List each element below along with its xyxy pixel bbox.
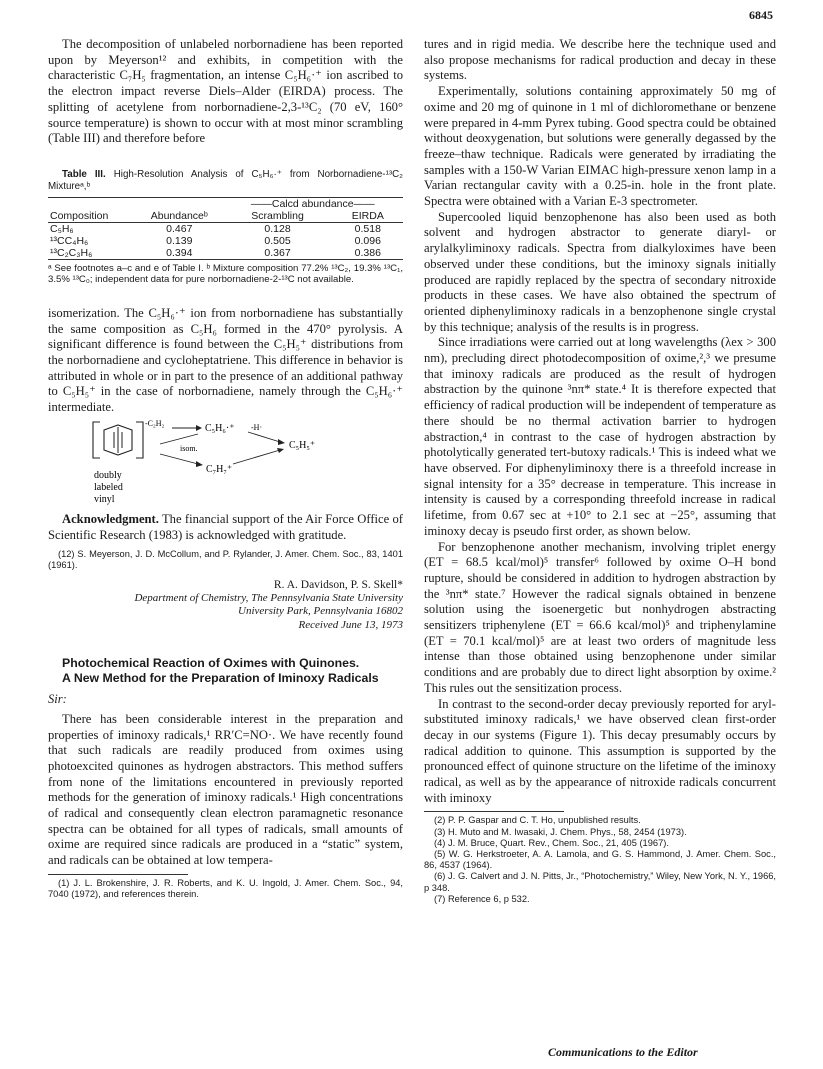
arrow xyxy=(160,434,198,444)
right-column xyxy=(424,37,776,905)
arrow xyxy=(160,454,198,464)
salutation: Sir: xyxy=(48,692,67,707)
table-cell: 0.394 xyxy=(136,247,222,260)
reaction-scheme xyxy=(48,418,403,506)
table-cell: 0.467 xyxy=(166,222,193,235)
table-cell: 0.096 xyxy=(354,234,381,247)
paragraph: The decomposition of unlabeled norbornadiene has been reported upon by Meyerson¹² and exhibits, in competition with the characteristic C₇H₅ fragmentation, an intense C₅H₆·⁺ ion ascribed to the electron impact reverse Diels–Alder (EIRDA) process. The splitting of acetylene from norbornadiene-2,3-¹³C₂ (70 eV, 160° source temperature) is shown to occur with at most minor scrambling (Table III) and therefore before xyxy=(48,37,403,146)
footnote: (7) Reference 6, p 532. xyxy=(434,893,530,904)
acknowledgment xyxy=(48,512,403,543)
paragraph: There has been considerable interest in the preparation and properties of iminoxy radicals,¹ RR′C=NO·. We have recently found that such radicals are readily produced from oximes using photoexcited quinones as hydrogen abstractors. This method suffers from none of the limitations encountered in previously reported methods for the generation of iminoxy radicals.¹ High concentrations of radical and consequently clean electron paramagnetic resonance spectra can be obtained for all types of radicals, small amounts of oxime are required since radicals are produced in a “static” system, and radicals can be obtained at low tempera- xyxy=(48,711,403,868)
footnote: (5) W. G. Herkstroeter, A. A. Lamola, and G. S. Hammond, J. Amer. Chem. Soc., 86, 4537 (1964). xyxy=(424,849,776,871)
paragraph: Since irradiations were carried out at long wavelengths (λex > 300 nm), precluding direct photodecomposition of oxime,²,³ we presume that iminoxy radicals are produced as the result of hydrogen abstraction by the quinone ³nπ* state.⁴ It is therefore expected that efficiency of radical production will be independent of temperature as there should be no thermal activation barrier to hydrogen abstraction,⁴ in contrast to the case of hydrogen abstraction by photolytically generated tert-butoxy radicals.¹ This is indeed what we have observed. For diphenyliminoxy there is a threefold increase in signal intensity for a 35° decrease in temperature. This increase in intensity is caused by a corresponding threefold increase in radical lifetime, from 0.67 sec at +10° to 2.1 sec at −25°, assuming that iminoxy decay is pseudo first order, as shown below. xyxy=(424,335,776,538)
table-row xyxy=(48,222,403,235)
table-cell: 0.139 xyxy=(166,234,193,247)
table-header: Composition xyxy=(48,210,136,223)
table-cell: C₅H₆ xyxy=(50,222,74,235)
table-header: EIRDA xyxy=(333,210,403,223)
table-cell: 0.518 xyxy=(354,222,381,235)
table-header: Scrambling xyxy=(222,210,332,223)
scheme-label: C₅H₆·⁺ xyxy=(205,422,235,434)
table-cell: 0.505 xyxy=(264,234,291,247)
arrow xyxy=(233,450,280,464)
ack-label: Acknowledgment. xyxy=(62,511,159,526)
table-row xyxy=(48,235,403,247)
table xyxy=(48,197,403,260)
footnotes xyxy=(424,815,776,905)
paragraph: In contrast to the second-order decay previously reported for aryl-substituted iminoxy radicals,¹ we have observed clean first-order decay in our systems (Figure 1). This decay presumably occurs by radical addition to quinone. This assumption is supported by the pronounced effect of quinone structure on the lifetime of the iminoxy radical, as well as by the appearance of nitroxide radicals concurrent with iminoxy xyxy=(424,696,776,805)
footnote: (3) H. Muto and M. Iwasaki, J. Chem. Phys., 58, 2454 (1973). xyxy=(434,826,687,837)
scheme-label: C₇H₇⁺ xyxy=(206,463,233,475)
table-cell: 0.128 xyxy=(264,222,291,235)
table-caption xyxy=(48,169,403,193)
journal-section-footer: Communications to the Editor xyxy=(548,1045,698,1059)
table-cell: ¹³C₂C₃H₆ xyxy=(48,247,136,260)
scheme-label: labeled xyxy=(94,481,123,493)
table-cell: ¹³CC₄H₆ xyxy=(50,234,89,247)
left-column xyxy=(48,37,403,900)
footnote: (6) J. G. Calvert and J. N. Pitts, Jr., “Photochemistry,” Wiley, New York, N. Y., 1966, p 348. xyxy=(424,871,776,893)
table-caption-text: High-Resolution Analysis of C₅H₆·⁺ from Norbornadiene-¹³C₂ Mixtureᵃ,ᵇ xyxy=(48,168,403,192)
affiliation: Department of Chemistry, The Pennsylvania State University xyxy=(134,591,403,604)
page-number: 6845 xyxy=(749,8,773,22)
paragraph: tures and in rigid media. We describe here the technique used and also propose mechanisms for radical production and decay in these systems. xyxy=(424,37,776,83)
table-iii xyxy=(48,169,403,286)
paragraph: Experimentally, solutions containing approximately 50 mg of oxime and 20 mg of quinone in 1 ml of dichloromethane or benzene were prepared in 4-mm Pyrex tubing. Good spectra could be obtained without deoxygenation, but solutions were generally degassed by the freeze–thaw technique. Radicals were generated by irradiating the samples with a 150-W Varian EIMAC high-pressure xenon lamp in a Varian rectangular cavity with a 0.25-in. hole in the front plate. Spectra were obtained with a Varian E-3 spectrometer. xyxy=(424,84,776,209)
footnote: (12) S. Meyerson, J. D. McCollum, and P. Rylander, J. Amer. Chem. Soc., 83, 1401 (1961). xyxy=(48,549,403,571)
paragraph: isomerization. The C₅H₆·⁺ ion from norbornadiene has substantially the same composition as C₅H₆ formed in the 470° pyrolysis. A significant difference is found between the C₅H₅⁺ distributions from the norbornadiene and cycloheptatriene. This difference in behavior is attributed in whole or in part to the presence of an additional pathway to C₅H₅⁺ in the case of norbornadiene, namely through the C₅H₆·⁺ intermediate. xyxy=(48,305,403,415)
ack-text: The financial support of the Air Force Office of Scientific Research (1983) is acknowledged with gratitude. xyxy=(48,511,403,542)
scheme-label: -C₂H₂ xyxy=(145,418,165,428)
authors: R. A. Davidson, P. S. Skell* xyxy=(273,578,403,591)
article-title: Photochemical Reaction of Oximes with Quinones. xyxy=(62,656,360,671)
scheme-label: vinyl xyxy=(94,493,115,505)
scheme-label: -H· xyxy=(251,422,263,432)
table-row xyxy=(48,247,403,260)
table-footnote: ᵃ See footnotes a–c and e of Table I. ᵇ Mixture composition 77.2% ¹³C₂, 19.3% ¹³C₁, 3.5% ¹³C₀; independent data for pure norbornadiene-2-¹³C not available. xyxy=(48,262,403,286)
footnote: (4) J. M. Bruce, Quart. Rev., Chem. Soc., 21, 405 (1967). xyxy=(434,837,669,848)
table-header: Abundanceᵇ xyxy=(136,210,222,223)
arrow xyxy=(248,432,280,442)
affiliation: University Park, Pennsylvania 16802 xyxy=(238,605,403,618)
scheme-label: doubly xyxy=(94,469,122,481)
table-cell: 0.386 xyxy=(333,247,403,260)
table-group-header: ——Calcd abundance—— xyxy=(222,197,403,210)
table-caption-label: Table III. xyxy=(62,168,106,180)
table-cell: 0.367 xyxy=(222,247,332,260)
footnote: (1) J. L. Brokenshire, J. R. Roberts, and K. U. Ingold, J. Amer. Chem. Soc., 94, 7040 (1972), and references therein. xyxy=(48,877,403,900)
article-title: A New Method for the Preparation of Iminoxy Radicals xyxy=(62,671,379,686)
paragraph: For benzophenone another mechanism, involving triplet energy (ET = 68.5 kcal/mol)⁵ transfer⁶ followed by oxime O–H bond rupture, should be considered in addition to hydrogen abstraction by the ³nπ* state.⁷ However the radical signals obtained in benzene solution using the isoenergetic but nonhydrogen abstracting sensitizers triphenylene (ET = 66.6 kcal/mol)⁵ and triphenylamine (ET = 70.1 kcal/mol)⁵ are at least two orders of magnitude less intense than those obtained using benzophenone under similar conditions and are probably due to direct light absorption by oxime.² This rules out the sensitization process. xyxy=(424,539,776,695)
paragraph: Supercooled liquid benzophenone has also been used as both solvent and hydrogen abstractor to generate diaryl- or arylalkyliminoxy radicals. Spectra from dialkyloximes have been observed under these conditions, but the iminoxy signals initially produced are rapidly replaced by the spectra of secondary nitroxide products in these cases. We have also obtained the spectrum of oriented diphenyliminoxy radicals in a benzophenone single crystal by this technique; analysis of the results is in progress. xyxy=(424,209,776,334)
received-date: Received June 13, 1973 xyxy=(298,618,403,631)
scheme-label: C₅H₅⁺ xyxy=(289,439,316,451)
scheme-label: isom. xyxy=(180,443,198,453)
footnote: (2) P. P. Gaspar and C. T. Ho, unpublished results. xyxy=(434,815,641,826)
